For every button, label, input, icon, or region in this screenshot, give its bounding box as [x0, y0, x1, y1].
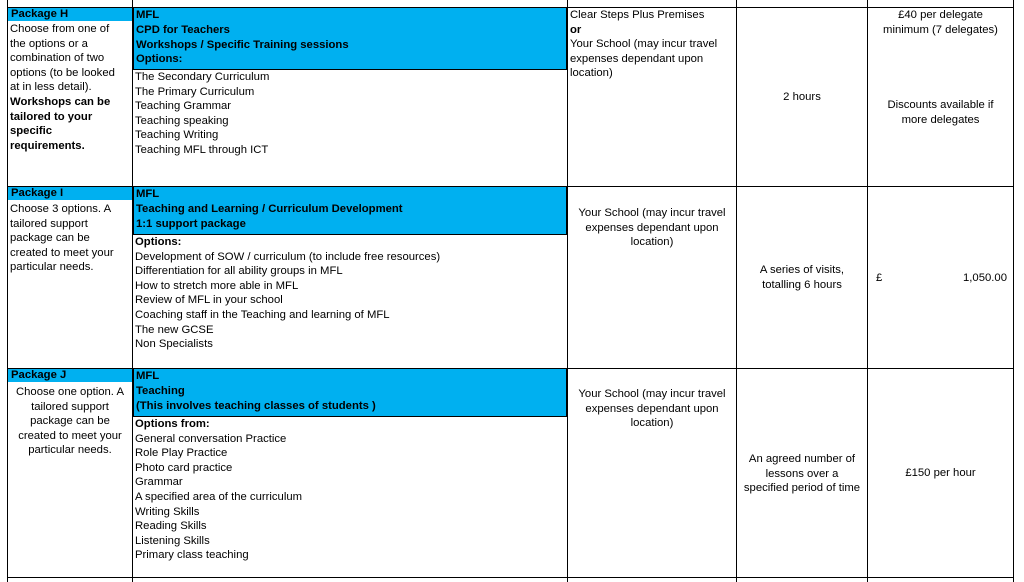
- location-line: location): [630, 236, 674, 249]
- package-description: [8, 385, 132, 458]
- option-item: The Primary Curriculum: [135, 85, 255, 98]
- package-heading: [133, 186, 567, 235]
- duration: [737, 263, 867, 292]
- price-note-line: Discounts available if: [887, 99, 994, 111]
- location-line: location): [630, 417, 674, 430]
- location: [568, 206, 736, 250]
- package-description: [10, 202, 132, 275]
- heading-line: MFL: [136, 188, 160, 200]
- package-heading: [133, 368, 567, 417]
- location-line: or: [570, 23, 582, 36]
- col-line: [1013, 0, 1014, 582]
- location-line: expenses dependant upon: [570, 52, 704, 65]
- price-currency: £: [876, 272, 883, 284]
- heading-line: CPD for Teachers: [136, 23, 230, 36]
- heading-line: MFL: [136, 370, 160, 382]
- option-item: Role Play Practice: [135, 447, 228, 460]
- duration: 2 hours: [783, 91, 821, 103]
- desc-line: tailored support: [31, 400, 109, 413]
- heading-line: (This involves teaching classes of students ): [136, 399, 376, 412]
- package-heading: [133, 7, 567, 70]
- price: £150 per hour: [905, 467, 976, 479]
- price-note-line: more delegates: [901, 113, 980, 126]
- desc-line: Choose one option. A: [15, 386, 125, 398]
- heading-line: Teaching: [136, 384, 185, 397]
- desc-line: particular needs.: [28, 444, 112, 457]
- heading-line: 1:1 support package: [136, 217, 246, 230]
- option-item: Reading Skills: [135, 520, 207, 533]
- desc-line: options (to be looked: [10, 66, 115, 79]
- package-code: Package I: [8, 187, 132, 200]
- location: [568, 387, 736, 431]
- desc-line: combination of two: [10, 52, 105, 65]
- location-line: expenses dependant upon: [585, 402, 719, 415]
- heading-line: Options:: [136, 53, 183, 66]
- desc-line: requirements.: [10, 139, 85, 152]
- desc-line: Choose from one of: [10, 23, 110, 35]
- col-line: [567, 0, 568, 582]
- location: [570, 8, 736, 81]
- options-title: Options:: [135, 236, 182, 248]
- options-list: [135, 417, 302, 563]
- option-item: General conversation Practice: [135, 432, 287, 445]
- desc-line: at in less detail).: [10, 81, 92, 94]
- package-description: [10, 22, 132, 153]
- duration-line: totalling 6 hours: [762, 278, 842, 291]
- duration-line: specified period of time: [743, 482, 861, 495]
- desc-line: Choose 3 options. A: [10, 203, 112, 215]
- option-item: Teaching Writing: [135, 129, 219, 142]
- options-list: [135, 70, 269, 158]
- duration-line: lessons over a: [765, 467, 839, 480]
- col-line: [132, 0, 133, 582]
- location-line: Your School (may incur travel: [578, 388, 726, 400]
- option-item: The Secondary Curriculum: [135, 71, 270, 83]
- desc-line: package can be: [30, 415, 110, 428]
- package-code: Package H: [8, 8, 132, 21]
- option-item: Photo card practice: [135, 461, 233, 474]
- desc-line: Workshops can be: [10, 95, 111, 108]
- options-title: Options from:: [135, 418, 210, 430]
- price-line: minimum (7 delegates): [883, 23, 998, 36]
- option-item: Teaching Grammar: [135, 100, 232, 113]
- duration-line: A series of visits,: [759, 264, 845, 276]
- package-code: Package J: [8, 369, 132, 382]
- option-item: Grammar: [135, 476, 183, 489]
- col-line: [867, 0, 868, 582]
- location-line: expenses dependant upon: [585, 221, 719, 234]
- option-item: Primary class teaching: [135, 549, 249, 562]
- location-line: Your School (may incur travel: [570, 38, 718, 51]
- desc-line: specific: [10, 125, 53, 138]
- heading-line: Workshops / Specific Training sessions: [136, 38, 349, 51]
- duration-line: An agreed number of: [748, 453, 856, 465]
- heading-line: Teaching and Learning / Curriculum Development: [136, 202, 403, 215]
- option-item: The new GCSE: [135, 323, 214, 336]
- desc-line: tailored support: [10, 217, 88, 230]
- duration: [737, 452, 867, 496]
- location-line: location): [570, 67, 613, 80]
- price-amount: 1,050.00: [963, 272, 1007, 284]
- location-line: Your School (may incur travel: [578, 207, 726, 219]
- options-list: [135, 235, 440, 352]
- location-line: Clear Steps Plus Premises: [570, 9, 705, 21]
- desc-line: tailored to your: [10, 110, 93, 123]
- option-item: Review of MFL in your school: [135, 294, 283, 307]
- price-note: [868, 98, 1013, 127]
- option-item: Listening Skills: [135, 534, 210, 547]
- option-item: Development of SOW / curriculum (to include free resources): [135, 250, 441, 263]
- row-line: [7, 577, 1013, 578]
- price-line: £40 per delegate: [898, 9, 983, 21]
- desc-line: created to meet your: [18, 429, 122, 442]
- desc-line: package can be: [10, 232, 90, 245]
- desc-line: created to meet your: [10, 246, 114, 259]
- option-item: Writing Skills: [135, 505, 200, 518]
- heading-line: MFL: [136, 9, 160, 21]
- option-item: Differentiation for all ability groups in MFL: [135, 265, 343, 278]
- col-line: [7, 0, 8, 582]
- option-item: Teaching speaking: [135, 114, 229, 127]
- option-item: Non Specialists: [135, 338, 213, 351]
- option-item: A specified area of the curriculum: [135, 490, 303, 503]
- price: [868, 8, 1013, 37]
- option-item: Teaching MFL through ICT: [135, 143, 269, 156]
- option-item: Coaching staff in the Teaching and learning of MFL: [135, 308, 390, 321]
- option-item: How to stretch more able in MFL: [135, 279, 299, 292]
- desc-line: particular needs.: [10, 261, 94, 274]
- desc-line: the options or a: [10, 37, 88, 50]
